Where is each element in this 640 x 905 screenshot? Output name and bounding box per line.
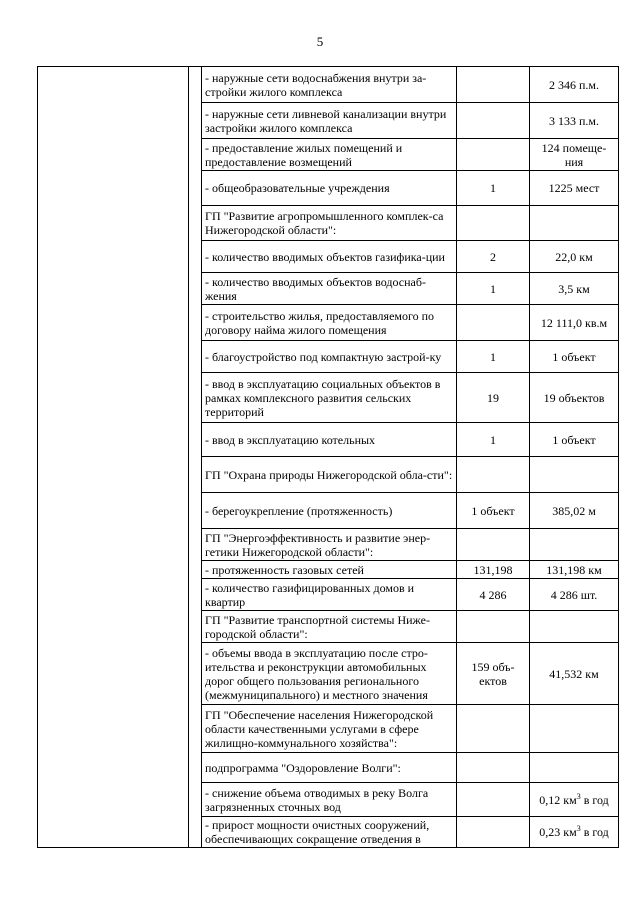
row-quantity: 1	[457, 171, 530, 206]
row-description: - прирост мощности очистных сооружений, обеспечивающих сокращение отведения в	[202, 817, 457, 848]
row-value	[530, 457, 619, 493]
row-value	[530, 753, 619, 783]
row-description: - строительство жилья, предоставляемого по договору найма жилого помещения	[202, 305, 457, 341]
row-quantity	[457, 783, 530, 817]
row-value: 4 286 шт.	[530, 579, 619, 611]
row-value: 22,0 км	[530, 241, 619, 273]
row-quantity: 1	[457, 273, 530, 305]
row-value: 3 133 п.м.	[530, 103, 619, 139]
row-quantity: 19	[457, 373, 530, 423]
row-description: - снижение объема отводимых в реку Волга загрязненных сточных вод	[202, 783, 457, 817]
row-quantity: 1	[457, 341, 530, 373]
row-quantity: 159 объ-ектов	[457, 643, 530, 705]
row-value: 124 помеще-ния	[530, 139, 619, 171]
row-quantity: 131,198	[457, 561, 530, 579]
row-value: 3,5 км	[530, 273, 619, 305]
row-description: - объемы ввода в эксплуатацию после стро-ительства и реконструкции автомобильных дорог общего пользования регионального (межмуниципального) и местного значения	[202, 643, 457, 705]
row-quantity	[457, 705, 530, 753]
section-heading: ГП "Охрана природы Нижегородской обла-сти":	[202, 457, 457, 493]
row-description: - наружные сети ливневой канализации внутри застройки жилого комплекса	[202, 103, 457, 139]
row-value: 41,532 км	[530, 643, 619, 705]
document-table	[37, 66, 619, 848]
row-quantity: 2	[457, 241, 530, 273]
row-quantity: 1 объект	[457, 493, 530, 529]
row-quantity	[457, 457, 530, 493]
subprogram-heading: подпрограмма "Оздоровление Волги":	[202, 753, 457, 783]
row-value: 1 объект	[530, 423, 619, 457]
section-heading: ГП "Развитие агропромышленного комплек-са Нижегородской области":	[202, 206, 457, 241]
row-description: - количество вводимых объектов водоснаб-жения	[202, 273, 457, 305]
row-value: 0,23 $км^3$ в год	[530, 817, 619, 848]
row-value: 1225 мест	[530, 171, 619, 206]
row-value: 2 346 п.м.	[530, 67, 619, 103]
row-description: - количество вводимых объектов газифика-ции	[202, 241, 457, 273]
empty-column	[38, 67, 189, 848]
table-row	[38, 67, 619, 103]
row-description: - предоставление жилых помещений и предоставление возмещений	[202, 139, 457, 171]
page-number: 5	[316, 34, 324, 49]
row-value: 385,02 м	[530, 493, 619, 529]
row-quantity: 4 286	[457, 579, 530, 611]
row-quantity	[457, 103, 530, 139]
row-value: 12 111,0 кв.м	[530, 305, 619, 341]
row-quantity	[457, 753, 530, 783]
row-quantity	[457, 206, 530, 241]
section-heading: ГП "Обеспечение населения Нижегородской области качественными услугами в сфере жилищно-коммунального хозяйства":	[202, 705, 457, 753]
row-description: - общеобразовательные учреждения	[202, 171, 457, 206]
row-value	[530, 705, 619, 753]
section-heading: ГП "Энергоэффективность и развитие энер-гетики Нижегородской области":	[202, 529, 457, 561]
row-quantity	[457, 67, 530, 103]
row-quantity	[457, 817, 530, 848]
row-value	[530, 206, 619, 241]
row-quantity	[457, 611, 530, 643]
row-description: - благоустройство под компактную застрой-ку	[202, 341, 457, 373]
row-quantity	[457, 305, 530, 341]
row-description: - протяженность газовых сетей	[202, 561, 457, 579]
row-quantity	[457, 139, 530, 171]
row-value: 0,12 $км^3$ в год	[530, 783, 619, 817]
row-description: - ввод в эксплуатацию социальных объектов в рамках комплексного развития сельских территорий	[202, 373, 457, 423]
section-heading: ГП "Развитие транспортной системы Ниже-городской области":	[202, 611, 457, 643]
row-value: 1 объект	[530, 341, 619, 373]
row-value	[530, 529, 619, 561]
row-quantity	[457, 529, 530, 561]
narrow-column	[189, 67, 202, 848]
row-quantity: 1	[457, 423, 530, 457]
row-value: 131,198 км	[530, 561, 619, 579]
row-value	[530, 611, 619, 643]
row-description: - наружные сети водоснабжения внутри за-стройки жилого комплекса	[202, 67, 457, 103]
row-description: - количество газифицированных домов и квартир	[202, 579, 457, 611]
row-value: 19 объектов	[530, 373, 619, 423]
row-description: - берегоукрепление (протяженность)	[202, 493, 457, 529]
row-description: - ввод в эксплуатацию котельных	[202, 423, 457, 457]
